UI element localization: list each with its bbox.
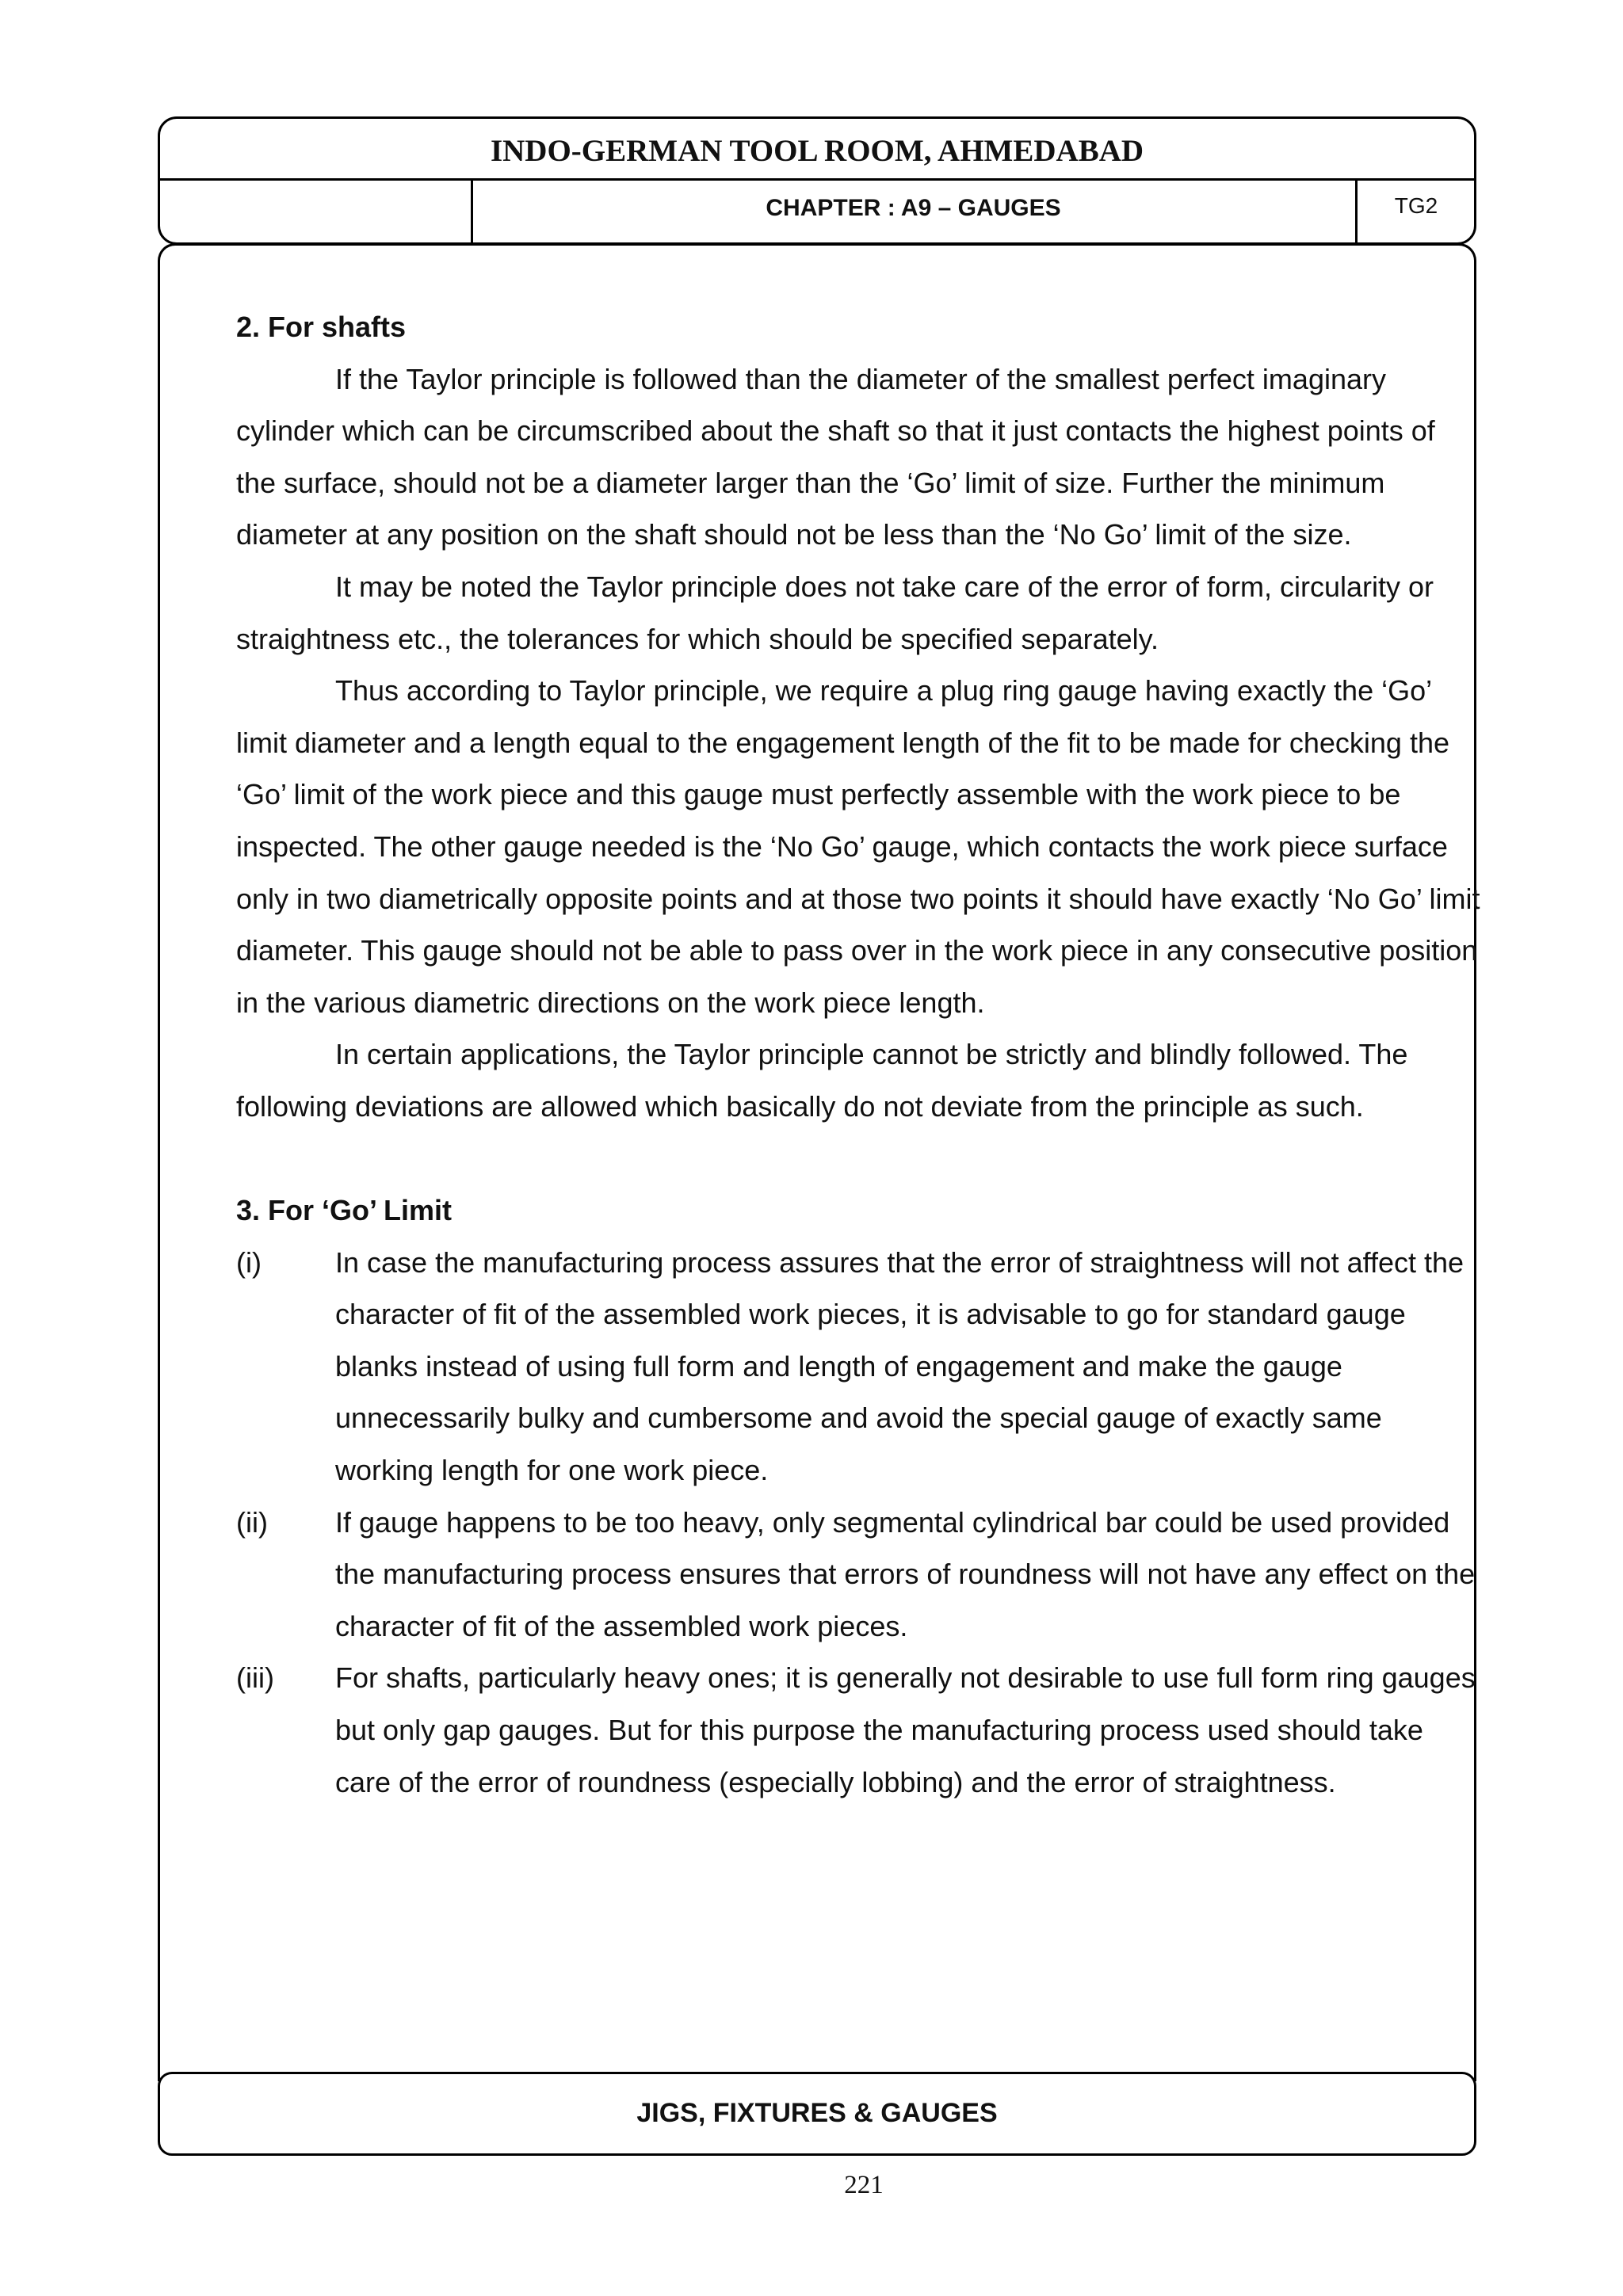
paragraph: Thus according to Taylor principle, we require a plug ring gauge having exactly the ‘Go’ limit diameter and a length equal to the engagement length of the fit to be made for checking the ‘Go’ limit of the work piece and this gauge must perfectly assemble with the work piece to be inspected. The other gauge needed is the ‘No Go’ gauge, which contacts the work piece surface only in two diametrically opposite points and at those two points it should have exactly ‘No Go’ limit diameter. This gauge should not be able to pass over in the work piece in any consecutive position in the various diametric directions on the work piece length.	[236, 674, 1480, 1019]
section-3-heading: 3. For ‘Go’ Limit	[236, 1194, 453, 1227]
list-item-number: (ii)	[236, 1505, 268, 1539]
list-item-number: (i)	[236, 1245, 262, 1279]
page-number: 221	[844, 2171, 884, 2199]
page-header	[158, 116, 1476, 245]
paragraph: It may be noted the Taylor principle does not take care of the error of form, circularity or straightness etc., the tolerances for which should be specified separately.	[236, 570, 1434, 655]
list-item	[236, 1237, 1482, 1497]
list-item	[236, 1652, 1482, 1808]
chapter-title: CHAPTER : A9 – GAUGES	[766, 195, 1061, 221]
institute-title: INDO-GERMAN TOOL ROOM, AHMEDABAD	[490, 134, 1144, 168]
list-item-text: In case the manufacturing process assures that the error of straightness will not affect the character of fit of the assembled work pieces, it is advisable to go for standard gauge blanks instead of using full form and length of engagement and make the gauge unnecessarily bulky and cumbersome and avoid the special gauge of exactly same working length for one work piece.	[335, 1245, 1465, 1487]
header-divider	[160, 178, 1474, 181]
list-item	[236, 1497, 1482, 1653]
page-footer	[158, 2072, 1476, 2156]
document-code: TG2	[1394, 193, 1438, 218]
list-item-text: For shafts, particularly heavy ones; it is generally not desirable to use full form ring gauges but only gap gauges. But for this purpose the manufacturing process used should take care of the error of roundness (especially lobbing) and the error of straightness.	[335, 1661, 1476, 1798]
list-item-text: If gauge happens to be too heavy, only segmental cylindrical bar could be used provided the manufacturing process ensures that errors of roundness will not have any effect on the character of fit of the assembled work pieces.	[335, 1505, 1476, 1642]
section-spacer	[236, 1133, 1482, 1185]
section-2-heading: 2. For shafts	[236, 311, 407, 343]
footer-title: JIGS, FIXTURES & GAUGES	[636, 2098, 998, 2128]
paragraph: If the Taylor principle is followed than the diameter of the smallest perfect imaginary cylinder which can be circumscribed about the shaft so that it just contacts the highest points of the surface, should not be a diameter larger than the ‘Go’ limit of size. Further the minimum diameter at any position on the shaft should not be less than the ‘No Go’ limit of the size.	[236, 362, 1435, 551]
page-content	[236, 301, 1482, 1808]
list-item-number: (iii)	[236, 1661, 274, 1695]
paragraph: In certain applications, the Taylor principle cannot be strictly and blindly followed. The following deviations are allowed which basically do not deviate from the principle as such.	[236, 1038, 1408, 1123]
